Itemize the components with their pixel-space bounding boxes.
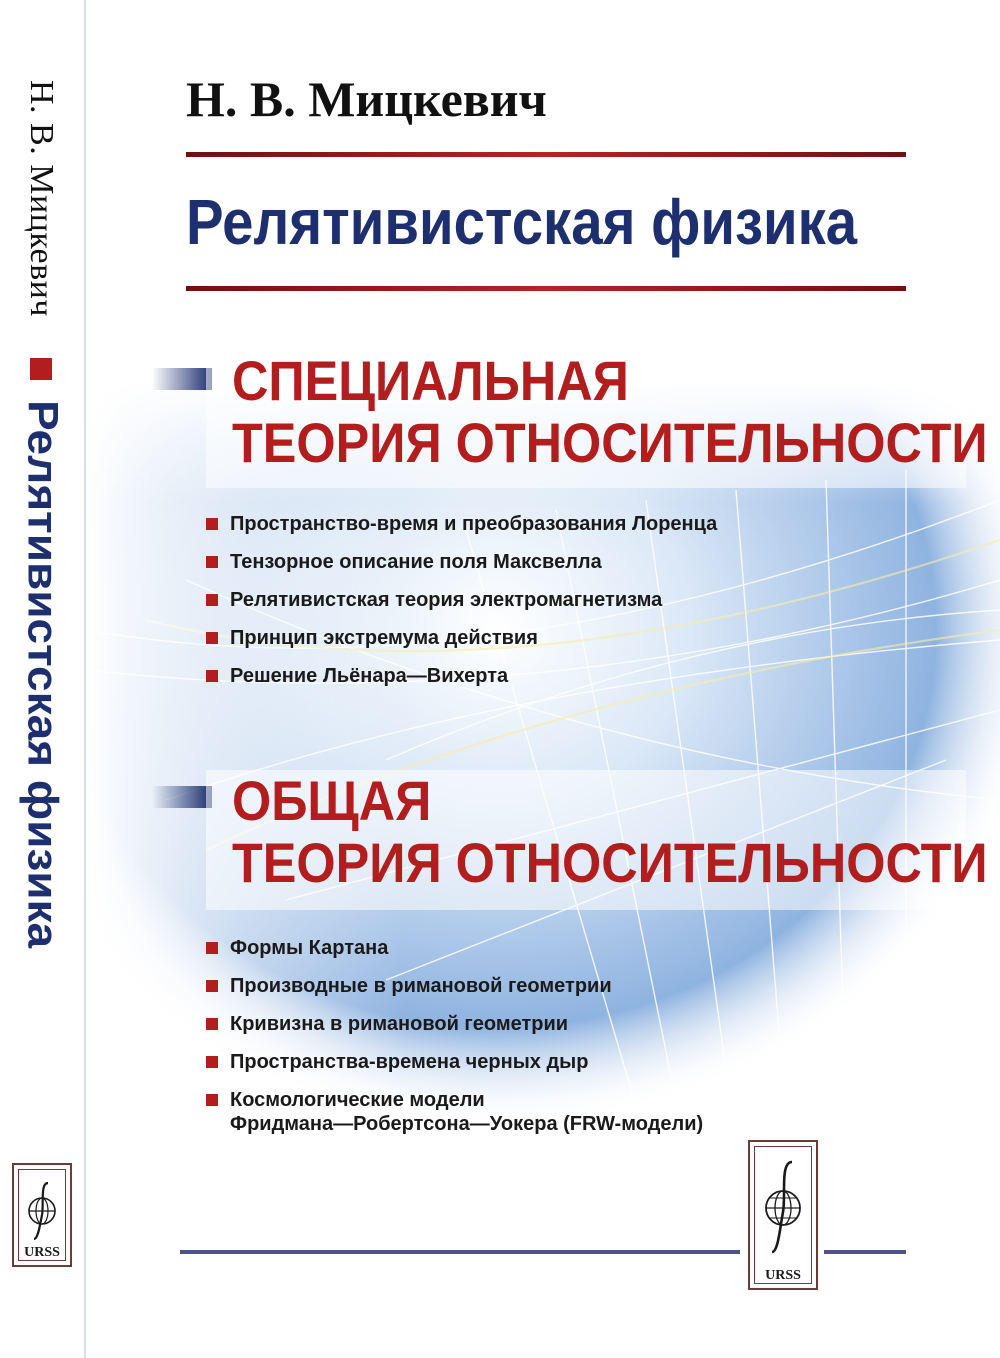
bullet-square-icon [206, 942, 218, 954]
list-item: Формы Картана [206, 936, 703, 960]
section-heading-line2: ТЕОРИЯ ОТНОСИТЕЛЬНОСТИ [232, 831, 988, 894]
list-item: Производные в римановой геометрии [206, 974, 703, 998]
bullet-square-icon [206, 632, 218, 644]
title-rule-bottom [186, 286, 906, 291]
list-item: Релятивистская теория электромагнетизма [206, 588, 717, 612]
spine-publisher-label: URSS [24, 1245, 60, 1260]
integral-globe-icon [14, 1175, 70, 1245]
bottom-rule-right [824, 1250, 906, 1254]
spine-author: Н. В. Мицкевич [23, 80, 60, 317]
bullet-square-icon [206, 1056, 218, 1068]
front-cover [86, 0, 1000, 1358]
list-item: Решение Льёнара—Вихерта [206, 664, 717, 688]
spine-title: Релятивистская физика [19, 400, 67, 949]
bullet-square-icon [206, 556, 218, 568]
list-item: Тензорное описание поля Максвелла [206, 550, 717, 574]
book-spine [0, 0, 86, 1358]
section-heading-line1: ОБЩАЯ [232, 769, 432, 832]
spine-square-icon [30, 358, 52, 380]
bullet-square-icon [206, 1094, 218, 1106]
cover-author: Н. В. Мицкевич [186, 71, 547, 127]
bullet-square-icon [206, 1018, 218, 1030]
section-heading-general [232, 770, 988, 894]
bullet-square-icon [206, 670, 218, 682]
section-items-special [206, 512, 717, 702]
section-heading-line2: ТЕОРИЯ ОТНОСИТЕЛЬНОСТИ [232, 411, 988, 474]
section-heading-special [232, 350, 988, 474]
bottom-rule-left [180, 1250, 740, 1254]
publisher-logo [748, 1140, 818, 1290]
cover-title: Релятивистская физика [186, 186, 858, 258]
bullet-square-icon [206, 594, 218, 606]
list-item: Пространства-времена черных дыр [206, 1050, 703, 1074]
list-item: Пространство-время и преобразования Лоренца [206, 512, 717, 536]
section-marker-icon [152, 786, 212, 808]
spine-publisher-logo [12, 1163, 72, 1267]
bullet-square-icon [206, 980, 218, 992]
integral-globe-icon [750, 1152, 816, 1262]
list-item: Принцип экстремума действия [206, 626, 717, 650]
section-items-general [206, 936, 703, 1150]
bullet-square-icon [206, 518, 218, 530]
section-marker-icon [152, 368, 212, 390]
title-rule-top [186, 152, 906, 157]
section-heading-line1: СПЕЦИАЛЬНАЯ [232, 349, 629, 412]
list-item: Кривизна в римановой геометрии [206, 1012, 703, 1036]
list-item: Космологические модели Фридмана—Робертсона—Уокера (FRW-модели) [206, 1088, 703, 1136]
publisher-label: URSS [765, 1268, 801, 1283]
